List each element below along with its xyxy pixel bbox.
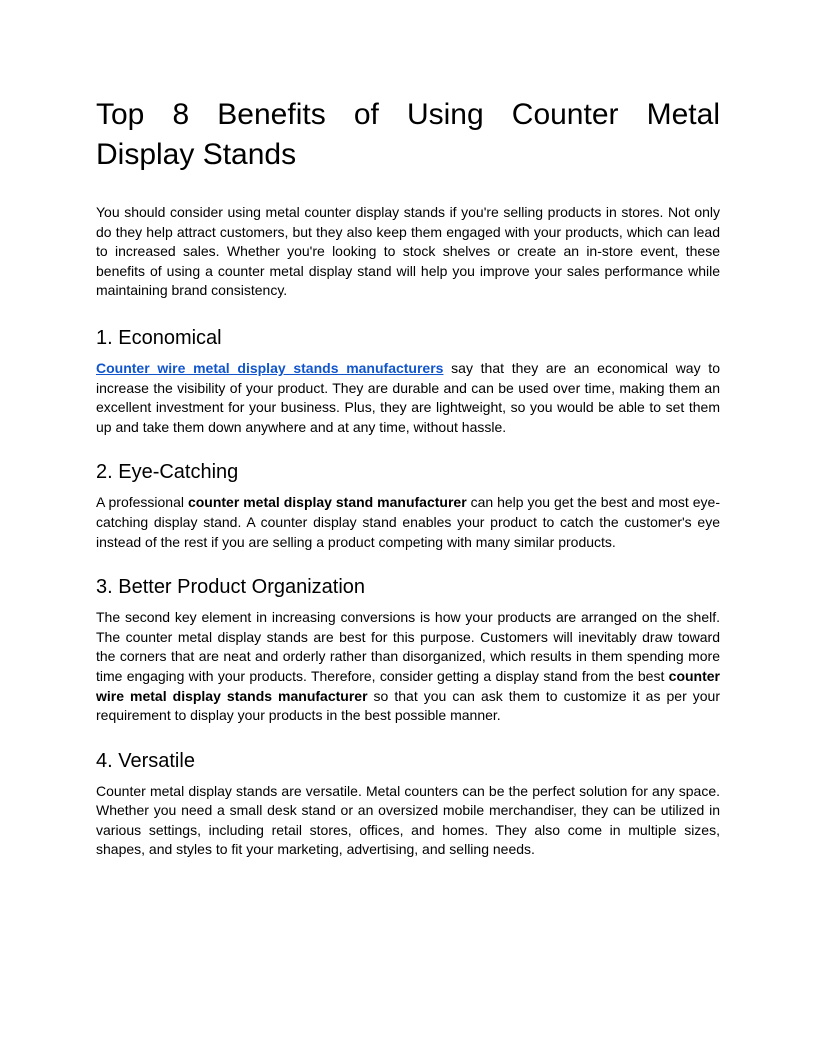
organization-text-after: so that you can ask them to customize it as per your requirement to display your products in the best possible manner.: [96, 687, 720, 724]
section-heading-organization: 3. Better Product Organization: [96, 576, 366, 599]
eye-catching-text-after: can help you get the best and most eye-catching display stand. A counter display stand enables your product to catch the customer's eye instead of the rest if you are selling a product competing with many similar products.: [96, 494, 720, 550]
document-page: [96, 95, 720, 860]
manufacturers-link[interactable]: Counter wire metal display stands manufacturers: [96, 359, 444, 376]
section-heading-eye-catching: 2. Eye-Catching: [96, 461, 239, 484]
section-organization: [96, 574, 720, 726]
title-line-2: Display Stands: [96, 138, 297, 171]
eye-catching-bold-term: counter metal display stand manufacturer: [187, 494, 467, 511]
section-body-organization: [96, 608, 720, 726]
section-body-versatile: Counter metal display stands are versatile. Metal counters can be the perfect solution for any space. Whether you need a small desk stand or an oversized mobile merchandiser, they can be utilized in various settings, including retail stores, offices, and homes. They also come in multiple sizes, shapes, and styles to fit your marketing, advertising, and selling needs.: [96, 782, 720, 858]
section-eye-catching: [96, 459, 720, 552]
document-title: [96, 95, 720, 175]
title-line-1: Top 8 Benefits of Using Counter Metal: [96, 98, 720, 131]
section-heading-economical: 1. Economical: [96, 326, 222, 349]
section-economical: [96, 325, 720, 437]
organization-text-before: The second key element in increasing conversions is how your products are arranged on the shelf. The counter metal display stands are best for this purpose. Customers will inevitably draw toward the corners that are neat and orderly rather than disorganized, which results in them spending more time engaging with your products. Therefore, consider getting a display stand from the best: [96, 609, 720, 684]
section-body-economical: [96, 359, 720, 437]
section-versatile: [96, 748, 720, 860]
section-heading-versatile: 4. Versatile: [96, 749, 195, 772]
organization-bold-term: counter wire metal display stands manufacturer: [96, 667, 720, 704]
eye-catching-text-before: A professional: [96, 494, 188, 511]
section-body-eye-catching: [96, 493, 720, 552]
economical-text: say that they are an economical way to increase the visibility of your product. They are durable and can be used over time, making them an excellent investment for your business. Plus, they are lightweight, so you would be able to set them up and take them down anywhere and at any time, without hassle.: [96, 359, 720, 435]
intro-paragraph: You should consider using metal counter display stands if you're selling products in stores. Not only do they help attract customers, but they also keep them engaged with your products, which can lead to increased sales. Whether you're looking to stock shelves or create an in-store event, these benefits of using a counter metal display stand will help you improve your sales performance while maintaining brand consistency.: [96, 204, 720, 299]
